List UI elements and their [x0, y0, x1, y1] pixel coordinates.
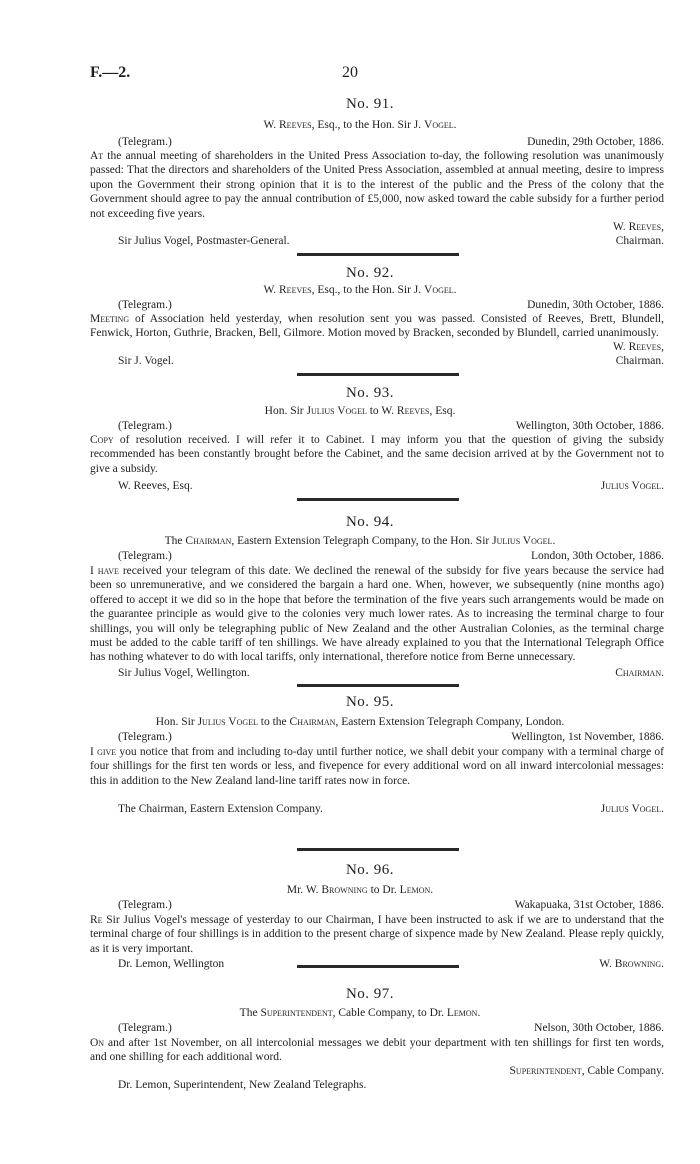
addressee: W. Reeves, Esq.	[118, 480, 193, 492]
body-text: the annual meeting of shareholders in the United Press Association to-day, the following resolution was unanimously passed: That the directors and shareholders of the United Press Association, assembled at annual meeting, desire to impress upon the Government their strong opinion that it is to the interest of the public and the Press of the colony that the Government should agree to pay the annual contribution of £5,000, now asked toward the cable subsidy for a further period not exceeding five years.	[90, 150, 664, 220]
first-word: Copy	[90, 434, 114, 446]
message-body	[90, 312, 664, 341]
page-number: 20	[342, 64, 358, 81]
addressee: Sir Julius Vogel, Postmaster-General.	[118, 235, 290, 247]
telegram-label: (Telegram.)	[118, 731, 172, 743]
message-from-to: W. Reeves, Esq., to the Hon. Sir J. Vogel.	[263, 284, 457, 296]
first-word: I give	[90, 746, 117, 758]
section-divider	[297, 965, 459, 968]
first-word: Meeting	[90, 313, 130, 325]
telegram-label: (Telegram.)	[118, 299, 172, 311]
addressee: Sir J. Vogel.	[118, 355, 174, 367]
message-from-to: Mr. W. Browning to Dr. Lemon.	[286, 884, 434, 896]
message-body	[90, 745, 664, 788]
first-word: At	[90, 150, 104, 162]
body-text: Sir Julius Vogel's message of yesterday to our Chairman, I have been instructed to ask if we are to understand that the terminal charge of four shillings is in addition to the present charge of sixpence made by New Zealand. Please reply quickly, as it is very important.	[90, 914, 664, 955]
section-divider	[297, 498, 459, 501]
first-word: Re	[90, 914, 103, 926]
message-body	[90, 1036, 664, 1065]
first-word: I have	[90, 565, 119, 577]
message-number: No. 95.	[345, 694, 395, 710]
signature: W. Reeves,	[613, 341, 664, 353]
message-body	[90, 913, 664, 956]
telegram-label: (Telegram.)	[118, 136, 172, 148]
signature: Julius Vogel.	[600, 480, 664, 492]
telegram-label: (Telegram.)	[118, 1022, 172, 1034]
section-divider	[297, 253, 459, 256]
body-text: of Association held yesterday, when resolution sent you was passed. Consisted of Reeves, Brett, Blundell, Fenwick, Horton, Guthrie, Bracken, Bell, Gilmore. Motion moved by Bracken, seconded by Blundell, carried unanimously.	[90, 313, 664, 340]
message-from-to: Hon. Sir Julius Vogel to the Chairman, Eastern Extension Telegraph Company, London.	[155, 716, 565, 728]
body-text: and after 1st November, on all intercolonial messages we debit your department with ten shillings for first ten words, and one shilling for each additional word.	[90, 1037, 664, 1064]
telegram-label: (Telegram.)	[118, 899, 172, 911]
message-from-to: The Superintendent, Cable Company, to Dr. Lemon.	[239, 1007, 481, 1019]
message-from-to: W. Reeves, Esq., to the Hon. Sir J. Vogel.	[263, 119, 457, 131]
signature: Julius Vogel.	[600, 803, 664, 815]
message-body	[90, 433, 664, 476]
signature: Chairman.	[615, 667, 664, 679]
signature: Superintendent, Cable Company.	[509, 1065, 664, 1077]
dateline: Dunedin, 29th October, 1886.	[527, 136, 664, 148]
message-number: No. 97.	[345, 986, 395, 1002]
message-number: No. 94.	[345, 514, 395, 530]
body-text: you notice that from and including to-day until further notice, we shall debit your company with a terminal charge of four shillings for the first ten words or less, and fivepence for every additional word on all inward intercolonial messages: this in addition to the New Zealand land-line tariff rates now in force.	[90, 746, 664, 787]
message-from-to: Hon. Sir Julius Vogel to W. Reeves, Esq.	[264, 405, 456, 417]
dateline: Dunedin, 30th October, 1886.	[527, 299, 664, 311]
section-divider	[297, 848, 459, 851]
signer-title: Chairman.	[615, 355, 664, 367]
section-divider	[297, 684, 459, 687]
document-reference: F.—2.	[90, 64, 131, 81]
addressee: Dr. Lemon, Wellington	[118, 958, 225, 970]
addressee: Dr. Lemon, Superintendent, New Zealand Telegraphs.	[118, 1079, 367, 1091]
body-text: received your telegram of this date. We declined the renewal of the subsidy for five years because the service had been so unremunerative, and we considered the bargain a hard one. When, however, we subsequently (nine months ago) offered to accept it we did so in the hope that before the termination of the five years such arrangements would be made on the guarantee principle as would give to the colonies very much lower rates. As to increasing the terminal charge to four shillings, you will only be telegraphing public of New Zealand and the other Australian Colonies, as the terminal charge must be added to the cable tariff of ten shillings. We have already explained to you that the International Telegraph Office has nothing whatever to do with local tariffs, only international, therefore notice from Berne unnecessary.	[90, 565, 664, 664]
message-number: No. 91.	[345, 96, 395, 112]
message-body	[90, 149, 664, 221]
dateline: London, 30th October, 1886.	[530, 550, 664, 562]
signature: W. Reeves,	[613, 221, 664, 233]
dateline: Nelson, 30th October, 1886.	[534, 1022, 664, 1034]
message-body	[90, 564, 664, 665]
body-text: of resolution received. I will refer it to Cabinet. I may inform you that the question of giving the subsidy recommended has been constantly brought before the Cabinet, and the same decision arrived at by the Government not to give a subsidy.	[90, 434, 664, 475]
dateline: Wellington, 1st November, 1886.	[511, 731, 664, 743]
addressee: The Chairman, Eastern Extension Company.	[118, 803, 323, 815]
message-number: No. 96.	[345, 862, 395, 878]
telegram-label: (Telegram.)	[118, 420, 172, 432]
message-number: No. 92.	[345, 265, 395, 281]
first-word: On	[90, 1037, 105, 1049]
dateline: Wellington, 30th October, 1886.	[515, 420, 664, 432]
addressee: Sir Julius Vogel, Wellington.	[118, 667, 250, 679]
section-divider	[297, 373, 459, 376]
message-number: No. 93.	[345, 385, 395, 401]
signer-title: Chairman.	[615, 235, 664, 247]
dateline: Wakapuaka, 31st October, 1886.	[514, 899, 664, 911]
signature: W. Browning.	[599, 958, 664, 970]
message-from-to: The Chairman, Eastern Extension Telegraph Company, to the Hon. Sir Julius Vogel.	[164, 535, 556, 547]
telegram-label: (Telegram.)	[118, 550, 172, 562]
